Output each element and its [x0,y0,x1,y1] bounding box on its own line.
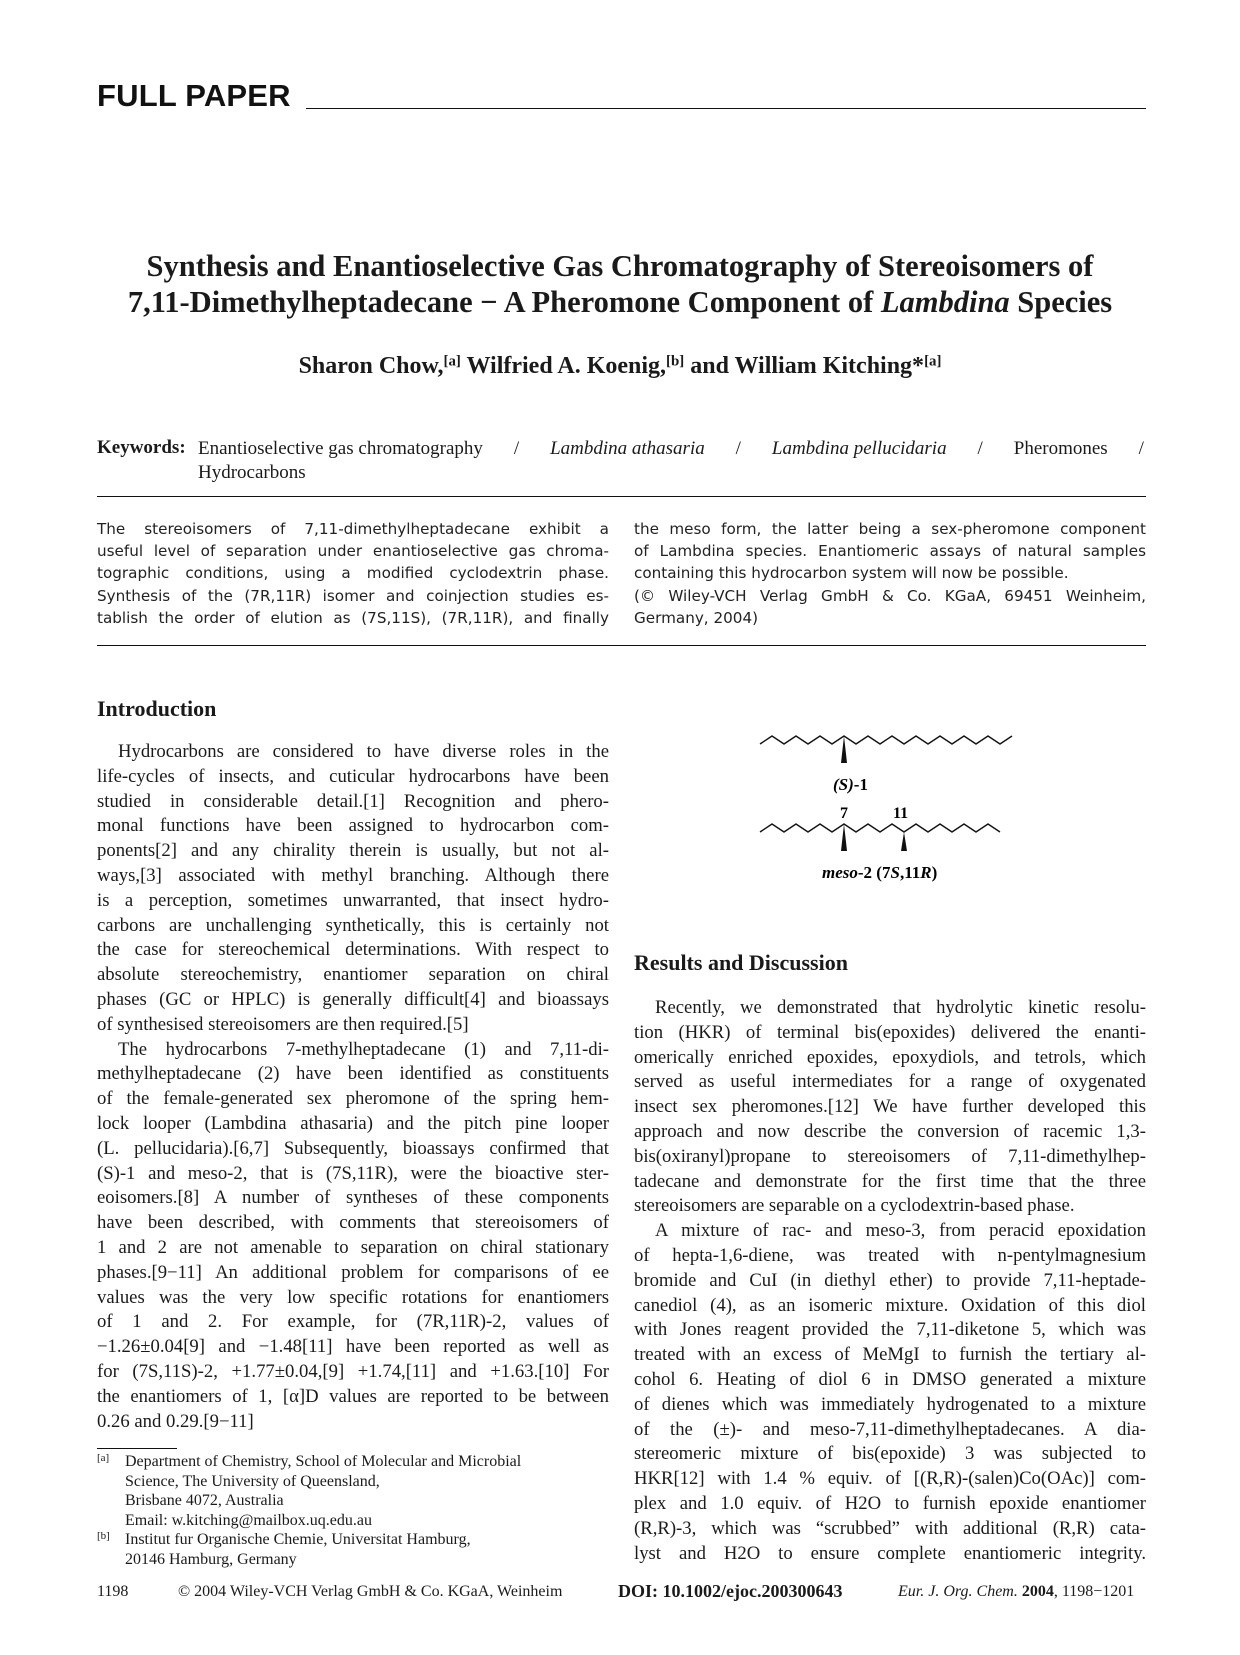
text-line: 0.26 and 0.29.[9−11] [97,1410,254,1432]
title-line-1: Synthesis and Enantioselective Gas Chromatography of Stereoisomers of [146,249,1094,283]
text-line: of 1 and 2. For example, for (7R,11R)-2, values of [97,1311,609,1333]
s1-methyl-wedge [841,736,847,763]
text-line: The stereoisomers of 7,11-dimethylheptadecane exhibit a [97,520,609,538]
text-line: of dienes which was immediately hydrogenated to a mixture [634,1393,1146,1415]
keyword: Enantioselective gas chromatography [198,438,483,459]
text-line: of hepta-1,6-diene, was treated with n-pentylmagnesium [634,1244,1146,1266]
text-line: of Lambdina species. Enantiomeric assays of natural samples [634,542,1146,561]
text-line: lock looper (Lambdina athasaria) and the pitch pine looper [97,1112,609,1134]
text-line: served as useful intermediates for a range of oxygenated [634,1071,1146,1093]
footnote-mark: [a] [97,1452,110,1464]
keywords-list: Enantioselective gas chromatography / Lambdina athasaria / Lambdina pellucidaria / Pheromones / Hydrocarbons [198,438,1144,483]
structure-s1 [760,736,1012,744]
text-line: phases (GC or HPLC) is generally difficult[4] and bioassays [97,988,609,1010]
article-title [60,248,1180,320]
text-line: tablish the order of elution as (7S,11S), (7R,11R), and finally [97,608,609,627]
introduction-text [97,740,609,1434]
results-text [634,996,1146,1566]
text-line: the case for stereochemical determinations. With respect to [97,939,609,961]
text-line: approach and now describe the conversion of racemic 1,3- [634,1120,1146,1142]
footer-copyright: © 2004 Wiley-VCH Verlag GmbH & Co. KGaA, Weinheim [178,1583,563,1600]
text-line: HKR[12] with 1.4 % equiv. of [(R,R)-(salen)Co(OAc)] com- [634,1468,1146,1490]
text-line: Germany, 2004) [634,608,759,627]
c7-methyl-wedge [841,824,847,851]
text-line: eoisomers.[8] A number of syntheses of these components [97,1187,609,1209]
results-heading: Results and Discussion [634,950,848,975]
abstract-bottom-rule [97,645,1146,646]
text-line: A mixture of rac- and meso-3, from peracid epoxidation [655,1220,1146,1242]
c7-label: 7 [840,805,848,822]
footnote [97,1530,617,1569]
footnote-line: Email: w.kitching@mailbox.uq.edu.au [125,1511,372,1529]
text-line: tographic conditions, using a modified cyclodextrin phase. [97,564,609,583]
text-line: life-cycles of insects, and cuticular hydrocarbons have been [97,765,609,787]
text-line: of synthesised stereoisomers are then required.[5] [97,1013,469,1035]
text-line: bis(oxiranyl)propane to stereoisomers of 7,11-dimethylhep- [634,1145,1146,1167]
text-line: treated with an excess of MeMgI to furnish the tertiary al- [634,1344,1146,1366]
text-line: bromide and CuI (in diethyl ether) to provide 7,11-heptade- [634,1269,1146,1291]
text-line: containing this hydrocarbon system will now be possible. [634,564,1069,583]
text-line: 1 and 2 are not amenable to separation on chiral stationary [97,1236,609,1258]
author-3: and William Kitching*[a] [690,353,942,379]
abstract-top-rule [97,496,1146,497]
page-number: 1198 [97,1583,129,1600]
text-line: Hydrocarbons are considered to have diverse roles in the [118,741,609,762]
footnote-line: Department of Chemistry, School of Molecular and Microbial [125,1453,522,1470]
text-line: for (7S,11S)-2, +1.77±0.04,[9] +1.74,[11] and +1.63.[10] For [97,1360,609,1382]
structure-figure [750,722,1050,882]
text-line: omerically enriched epoxides, epoxydiols, and tetrols, which [634,1046,1146,1068]
text-line: phases.[9−11] An additional problem for comparisons of ee [97,1261,609,1283]
author-2: Wilfried A. Koenig,[b] [466,353,685,379]
footer-doi[interactable]: DOI: 10.1002/ejoc.200300643 [618,1581,843,1601]
text-line: (R,R)-3, which was “scrubbed” with additional (R,R) cata- [634,1517,1146,1539]
footnote-mark: [b] [97,1530,110,1542]
text-line: ways,[3] associated with methyl branching. Although there [97,864,609,886]
text-line: The hydrocarbons 7-methylheptadecane (1) and 7,11-di- [118,1038,609,1060]
text-line: methylheptadecane (2) have been identified as constituents [97,1063,609,1085]
header-rule [306,108,1146,109]
text-line: tion (HKR) of terminal bis(epoxides) delivered the enanti- [634,1021,1146,1043]
keyword: Hydrocarbons [198,462,306,483]
footnotes [97,1452,617,1569]
author-1: Sharon Chow,[a] [298,353,461,379]
abstract-right-column [634,518,1146,629]
structure-meso2 [760,824,1000,832]
text-line: useful level of separation under enantioselective gas chroma- [97,542,609,561]
text-line: (© Wiley-VCH Verlag GmbH & Co. KGaA, 69451 Weinheim, [634,586,1146,605]
text-line: (S)-1 and meso-2, that is (7S,11R), were the bioactive ster- [97,1162,609,1184]
text-line: monal functions have been assigned to hydrocarbon com- [97,815,609,837]
text-line: the meso form, the latter being a sex-pheromone component [634,520,1146,538]
keyword: Lambdina athasaria [550,438,705,459]
text-line: studied in considerable detail.[1] Recognition and phero- [97,790,609,812]
text-line: insect sex pheromones.[12] We have further developed this [634,1096,1146,1118]
text-line: the enantiomers of 1, [α]D values are reported to be between [97,1385,609,1407]
text-line: with Jones reagent provided the 7,11-diketone 5, which was [634,1319,1146,1341]
keywords-label: Keywords: [97,437,186,458]
c11-label: 11 [893,805,909,822]
text-line: lyst and H2O to ensure complete enantiomeric integrity. [634,1542,1146,1564]
text-line: is a perception, sometimes unwarranted, that insect hydro- [97,889,609,911]
meso2-label: meso-2 (7S,11R) [822,863,938,882]
abstract-left-column [97,518,609,629]
text-line: values was the very low specific rotations for enantiomers [97,1286,609,1308]
footnote-line: Brisbane 4072, Australia [125,1492,284,1509]
text-line: Synthesis of the (7R,11R) isomer and coinjection studies es- [97,586,609,605]
keyword: Pheromones [1013,438,1108,459]
text-line: plex and 1.0 equiv. of H2O to furnish epoxide enantiomer [634,1492,1146,1514]
footnote-line: Science, The University of Queensland, [125,1472,380,1490]
text-line: stereoisomers are separable on a cyclodextrin-based phase. [634,1195,1075,1217]
section-label: FULL PAPER [97,78,291,113]
text-line: stereomeric mixture of bis(epoxide) 3 was subjected to [634,1443,1146,1465]
text-line: (L. pellucidaria).[6,7] Subsequently, bioassays confirmed that [97,1137,609,1159]
text-line: ponents[2] and any chirality therein is usually, but not al- [97,840,609,862]
text-line: of the female-generated sex pheromone of the spring hem- [97,1088,609,1110]
footnote-line: Institut fur Organische Chemie, Universitat Hamburg, [125,1531,471,1548]
text-line: canediol (4), as an isomeric mixture. Oxidation of this diol [634,1294,1146,1316]
author-list [60,353,1180,380]
c11-methyl-wedge [901,832,907,851]
s1-label: (S)-1 [833,775,868,794]
text-line: Recently, we demonstrated that hydrolytic kinetic resolu- [655,997,1146,1018]
text-line: of the (±)- and meso-7,11-dimethylheptadecanes. A dia- [634,1418,1146,1440]
text-line: cohol 6. Heating of diol 6 in DMSO generated a mixture [634,1368,1146,1390]
text-line: have been described, with comments that stereoisomers of [97,1212,609,1234]
text-line: tadecane and demonstrate for the first time that the three [634,1170,1146,1192]
keyword: Lambdina pellucidaria [771,438,947,459]
footnote-line: 20146 Hamburg, Germany [125,1550,297,1568]
introduction-heading: Introduction [97,696,217,721]
title-line-2: 7,11-Dimethylheptadecane − A Pheromone Component of Lambdina Species [127,285,1113,319]
text-line: −1.26±0.04[9] and −1.48[11] have been reported as well as [97,1336,609,1358]
footer-journal: Eur. J. Org. Chem. 2004, 1198−1201 [898,1583,1135,1600]
footnote [97,1452,617,1530]
text-line: carbons are unchallenging synthetically, this is certainly not [97,914,609,936]
text-line: absolute stereochemistry, enantiomer separation on chiral [97,964,609,986]
